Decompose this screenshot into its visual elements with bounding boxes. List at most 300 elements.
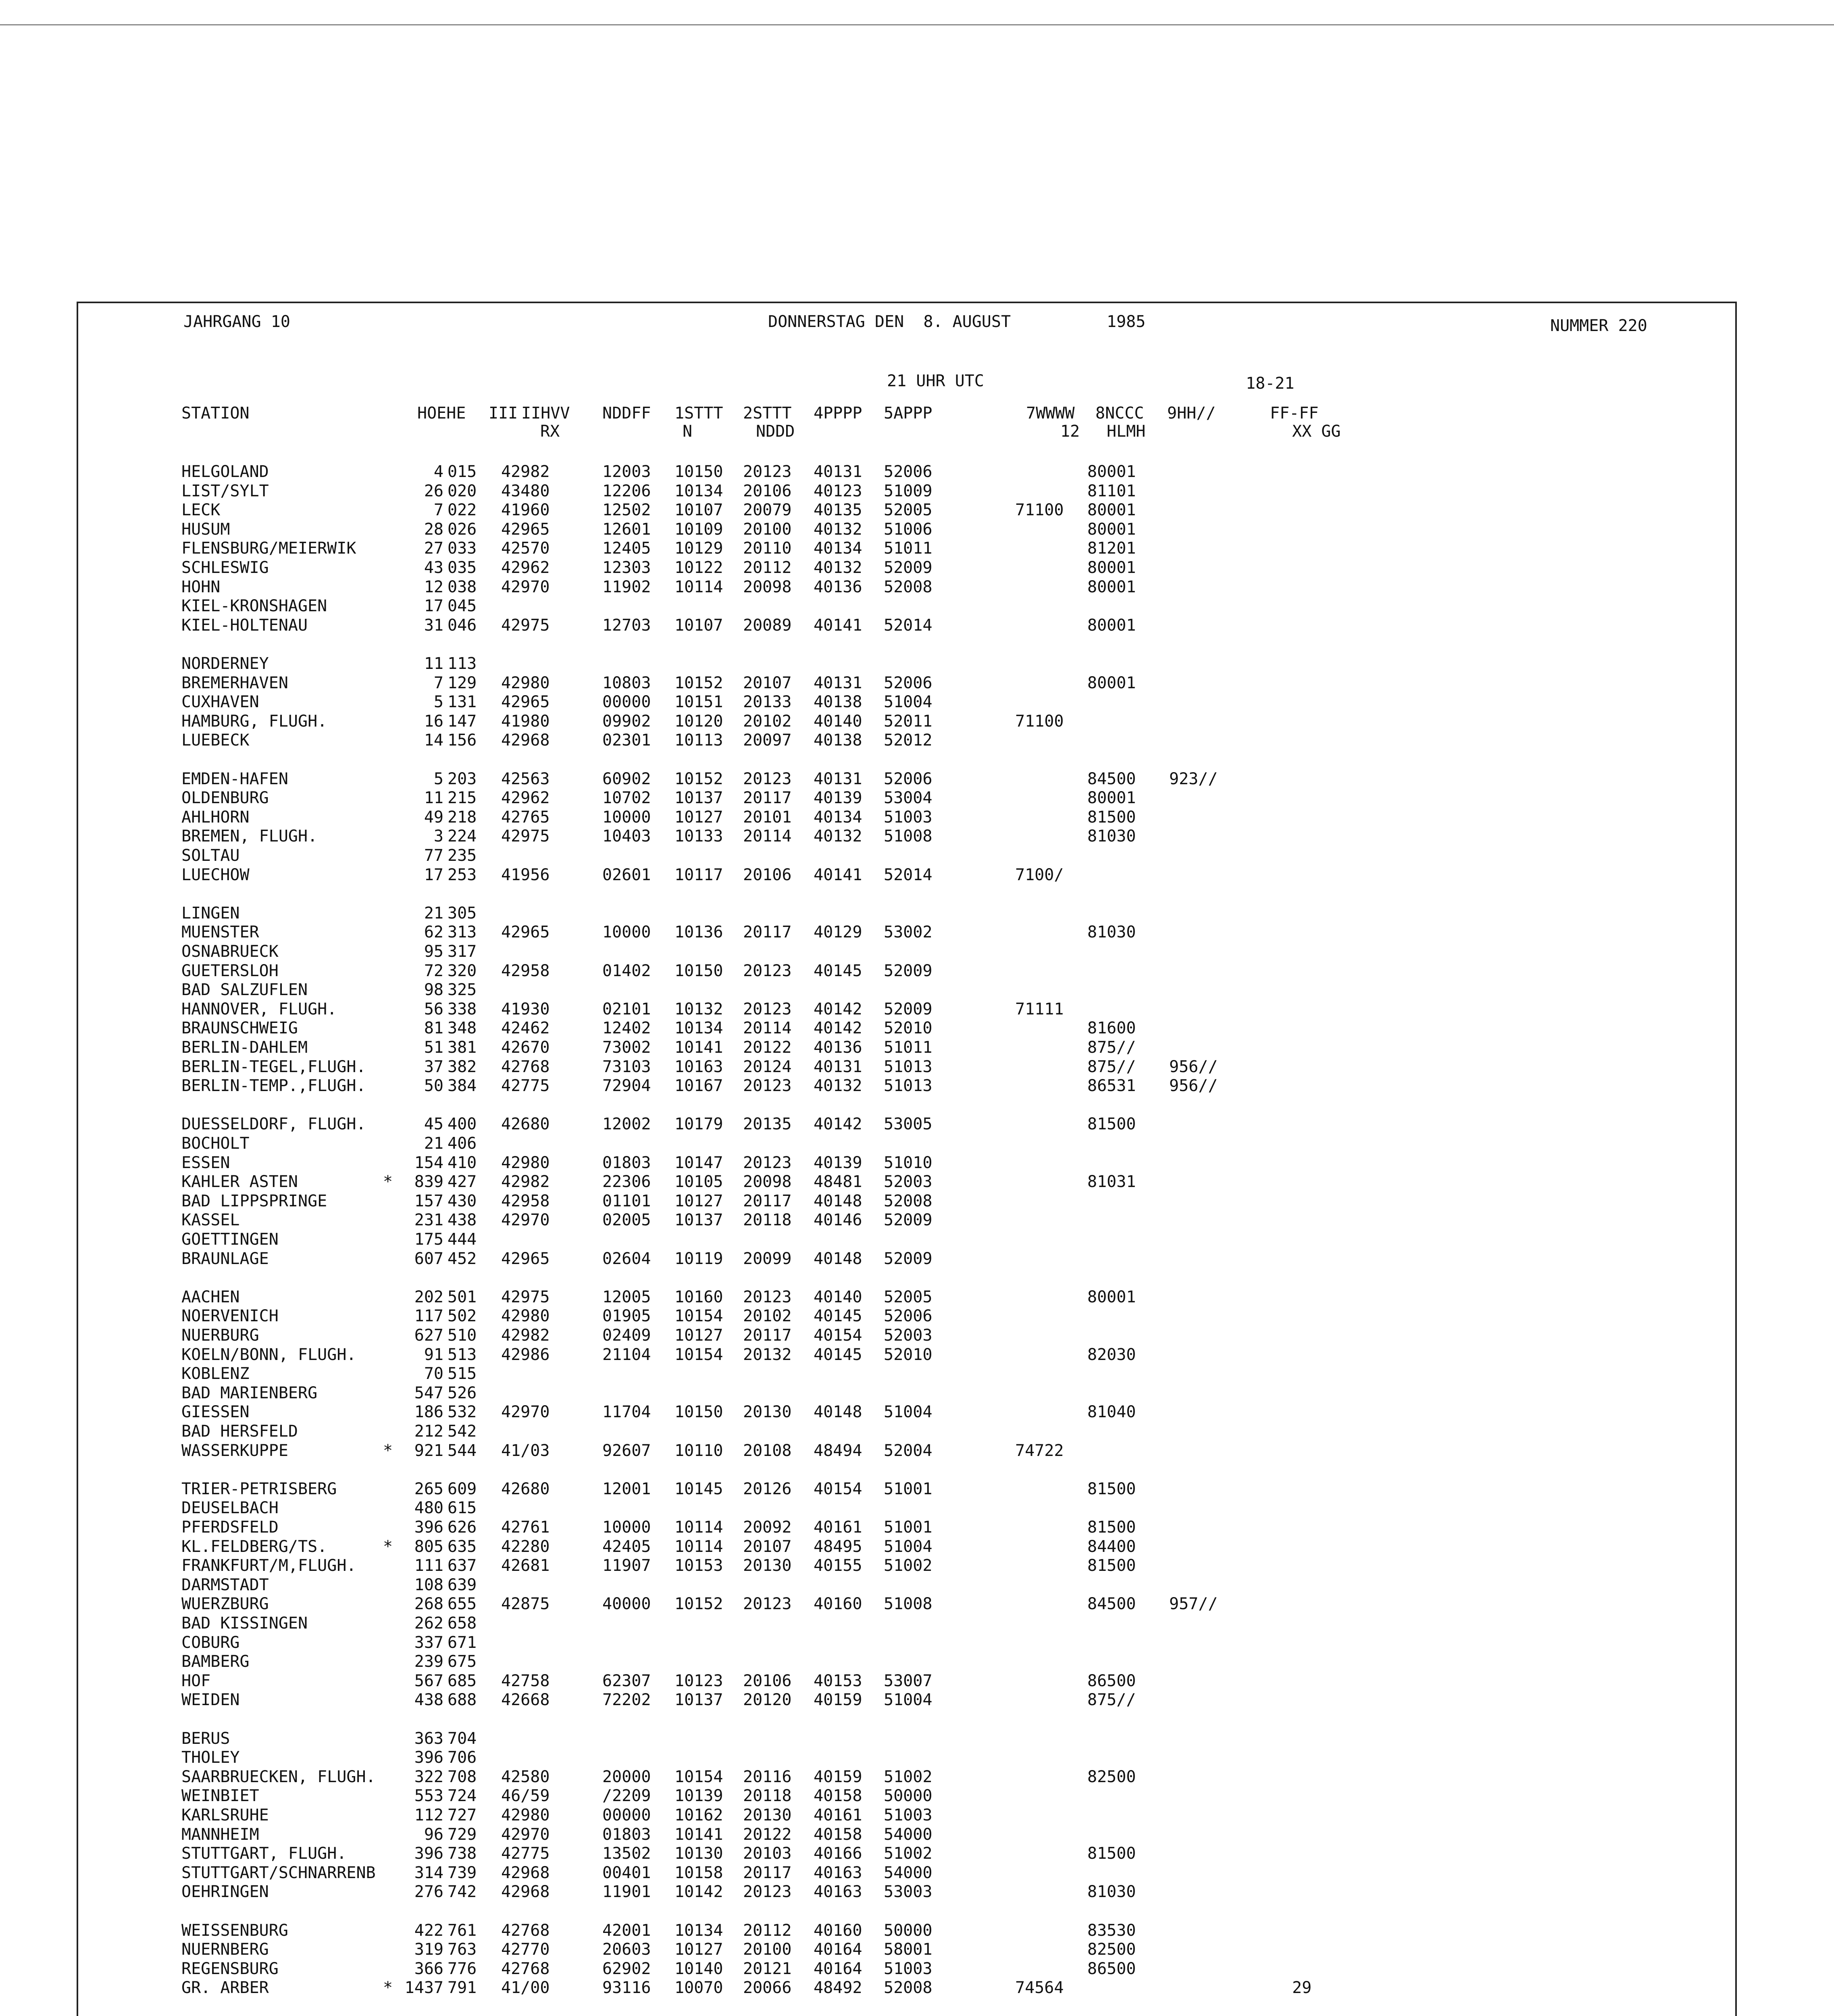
cell-h: 322: [414, 1768, 443, 1786]
cell-h: 567: [414, 1672, 443, 1690]
cell-name: CUXHAVEN: [181, 693, 259, 711]
cell-h: 11: [424, 654, 443, 673]
cell-h: 396: [414, 1748, 443, 1767]
cell-n: 81030: [1087, 923, 1136, 941]
cell-a: 52006: [884, 462, 933, 481]
cell-a: 51003: [884, 808, 933, 827]
cell-p: 40138: [814, 731, 862, 750]
cell-f: 12502: [602, 501, 651, 519]
cell-p: 40132: [814, 827, 862, 846]
cell-f: 02301: [602, 731, 651, 750]
cell-t1: 10132: [674, 1000, 723, 1018]
cell-p: 40145: [814, 1307, 862, 1325]
cell-t2: 20117: [743, 1864, 792, 1882]
cell-i: 313: [448, 923, 477, 941]
cell-t1: 10141: [674, 1038, 723, 1057]
cell-h: 7: [433, 501, 443, 519]
cell-f: 92607: [602, 1441, 651, 1460]
cell-a: 52006: [884, 674, 933, 692]
cell-f: 12001: [602, 1480, 651, 1498]
cell-v: 42580: [501, 1768, 550, 1786]
cell-name: HELGOLAND: [181, 462, 269, 481]
observation-time: 21 UHR UTC: [887, 372, 984, 390]
cell-t1: 10152: [674, 1595, 723, 1613]
cell-name: FRANKFURT/M,FLUGH.: [181, 1556, 356, 1575]
cell-t1: 10145: [674, 1480, 723, 1498]
cell-a: 52014: [884, 866, 933, 884]
cell-n: 81500: [1087, 1115, 1136, 1133]
cell-a: 51010: [884, 1154, 933, 1172]
cell-p: 40141: [814, 616, 862, 635]
cell-t1: 10147: [674, 1154, 723, 1172]
cell-t1: 10179: [674, 1115, 723, 1133]
cell-v: 42761: [501, 1518, 550, 1537]
cell-i: 706: [448, 1748, 477, 1767]
cell-t2: 20099: [743, 1250, 792, 1268]
cell-t1: 10136: [674, 923, 723, 941]
cell-t1: 10152: [674, 674, 723, 692]
cell-a: 51002: [884, 1556, 933, 1575]
cell-f: 02409: [602, 1326, 651, 1345]
cell-p: 40148: [814, 1192, 862, 1210]
cell-t1: 10134: [674, 1019, 723, 1037]
cell-name: BAD KISSINGEN: [181, 1614, 308, 1633]
cell-t1: 10134: [674, 1921, 723, 1940]
cell-t2: 20135: [743, 1115, 792, 1133]
cell-name: BREMEN, FLUGH.: [181, 827, 318, 846]
cell-t2: 20122: [743, 1038, 792, 1057]
cell-h: 175: [414, 1230, 443, 1249]
cell-p: 48494: [814, 1441, 862, 1460]
cell-p: 40166: [814, 1844, 862, 1863]
cell-i: 033: [448, 539, 477, 558]
cell-p: 40140: [814, 1288, 862, 1306]
cell-p: 40129: [814, 923, 862, 941]
cell-v: 42681: [501, 1556, 550, 1575]
cell-i: 739: [448, 1864, 477, 1882]
cell-a: 51013: [884, 1058, 933, 1076]
cell-a: 51002: [884, 1844, 933, 1863]
cell-name: LECK: [181, 501, 221, 519]
cell-n: 86531: [1087, 1077, 1136, 1095]
cell-a: 52009: [884, 558, 933, 577]
cell-f: 11901: [602, 1883, 651, 1901]
cell-t2: 20120: [743, 1691, 792, 1709]
cell-f: 01803: [602, 1154, 651, 1172]
cell-i: 544: [448, 1441, 477, 1460]
cell-name: BAD SALZUFLEN: [181, 981, 308, 999]
cell-name: HUSUM: [181, 520, 230, 539]
cell-h: 26: [424, 482, 443, 500]
cell-t1: 10163: [674, 1058, 723, 1076]
cell-t2: 20121: [743, 1960, 792, 1978]
cell-n: 80001: [1087, 578, 1136, 596]
cell-i: 022: [448, 501, 477, 519]
cell-name: LIST/SYLT: [181, 482, 269, 500]
cell-h: 7: [433, 674, 443, 692]
cell-t1: 10127: [674, 808, 723, 827]
cell-v: 42570: [501, 539, 550, 558]
cell-f: 73103: [602, 1058, 651, 1076]
cell-i: 038: [448, 578, 477, 596]
cell-i: 708: [448, 1768, 477, 1786]
cell-name: DARMSTADT: [181, 1576, 269, 1594]
cell-n: 81600: [1087, 1019, 1136, 1037]
cell-f: 01905: [602, 1307, 651, 1325]
cell-i: 203: [448, 770, 477, 788]
cell-h: 21: [424, 1134, 443, 1153]
cell-a: 52010: [884, 1345, 933, 1364]
cell-name: WASSERKUPPE: [181, 1441, 288, 1460]
cell-p: 40155: [814, 1556, 862, 1575]
cell-f: 02005: [602, 1211, 651, 1229]
cell-h: 81: [424, 1019, 443, 1037]
cell-t2: 20130: [743, 1806, 792, 1824]
cell-i: 688: [448, 1691, 477, 1709]
cell-i: 406: [448, 1134, 477, 1153]
cell-h: 43: [424, 558, 443, 577]
cell-i: 430: [448, 1192, 477, 1210]
cell-t2: 20107: [743, 1537, 792, 1556]
cell-t1: 10154: [674, 1307, 723, 1325]
cell-name: GOETTINGEN: [181, 1230, 279, 1249]
cell-v: 41980: [501, 712, 550, 731]
cell-h: 202: [414, 1288, 443, 1306]
cell-n: 82500: [1087, 1768, 1136, 1786]
col-header-2sttt: 2STTT: [743, 404, 792, 423]
cell-name: LINGEN: [181, 904, 240, 923]
cell-name: PFERDSFELD: [181, 1518, 279, 1537]
cell-h: 438: [414, 1691, 443, 1709]
cell-v: 42986: [501, 1345, 550, 1364]
cell-i: 026: [448, 520, 477, 539]
cell-n: 86500: [1087, 1672, 1136, 1690]
cell-h: 28: [424, 520, 443, 539]
cell-n: 83530: [1087, 1921, 1136, 1940]
cell-f: 42405: [602, 1537, 651, 1556]
cell-i: 020: [448, 482, 477, 500]
cell-f: 10403: [602, 827, 651, 846]
cell-h: 265: [414, 1480, 443, 1498]
cell-p: 40131: [814, 770, 862, 788]
cell-w: 71100: [1015, 501, 1064, 519]
cell-t2: 20117: [743, 1192, 792, 1210]
report-date: DONNERSTAG DEN 8. AUGUST: [768, 312, 1011, 331]
cell-i: 542: [448, 1422, 477, 1441]
cell-f: 00401: [602, 1864, 651, 1882]
cell-i: 724: [448, 1787, 477, 1805]
cell-name: AHLHORN: [181, 808, 250, 827]
cell-i: 609: [448, 1480, 477, 1498]
cell-t2: 20097: [743, 731, 792, 750]
cell-i: 444: [448, 1230, 477, 1249]
cell-name: KARLSRUHE: [181, 1806, 269, 1824]
cell-star: *: [383, 1537, 393, 1556]
cell-v: 42668: [501, 1691, 550, 1709]
cell-t1: 10114: [674, 1518, 723, 1537]
cell-f: 20000: [602, 1768, 651, 1786]
cell-a: 51004: [884, 1403, 933, 1421]
cell-a: 52005: [884, 501, 933, 519]
cell-name: REGENSBURG: [181, 1960, 279, 1978]
cell-h: 72: [424, 962, 443, 980]
cell-h: 5: [433, 693, 443, 711]
cell-n: 81040: [1087, 1403, 1136, 1421]
cell-i: 729: [448, 1825, 477, 1844]
cell-p: 40132: [814, 1077, 862, 1095]
cell-t2: 20108: [743, 1441, 792, 1460]
cell-name: GR. ARBER: [181, 1979, 269, 1997]
cell-n: 875//: [1087, 1691, 1136, 1709]
cell-v: 42775: [501, 1077, 550, 1095]
cell-t1: 10119: [674, 1250, 723, 1268]
cell-a: 52009: [884, 1211, 933, 1229]
cell-h: 212: [414, 1422, 443, 1441]
cell-name: HANNOVER, FLUGH.: [181, 1000, 337, 1018]
cell-p: 40160: [814, 1921, 862, 1940]
cell-h: 37: [424, 1058, 443, 1076]
top-rule: [0, 24, 1834, 25]
cell-f: 10803: [602, 674, 651, 692]
cell-t1: 10153: [674, 1556, 723, 1575]
cell-name: WEISSENBURG: [181, 1921, 288, 1940]
cell-t1: 10105: [674, 1173, 723, 1191]
cell-t2: 20106: [743, 482, 792, 500]
cell-n: 81030: [1087, 827, 1136, 846]
cell-n: 80001: [1087, 462, 1136, 481]
cell-a: 51008: [884, 827, 933, 846]
cell-name: GUETERSLOH: [181, 962, 279, 980]
cell-t2: 20123: [743, 1154, 792, 1172]
cell-name: GIESSEN: [181, 1403, 250, 1421]
cell-h: 262: [414, 1614, 443, 1633]
col-header-4pppp: 4PPPP: [814, 404, 862, 423]
cell-h: 14: [424, 731, 443, 750]
cell-h: 607: [414, 1250, 443, 1268]
cell-h: 337: [414, 1633, 443, 1652]
cell-t2: 20132: [743, 1345, 792, 1364]
cell-name: STUTTGART/SCHNARRENB: [181, 1864, 376, 1882]
cell-i: 045: [448, 597, 477, 615]
cell-f: 00000: [602, 693, 651, 711]
cell-i: 382: [448, 1058, 477, 1076]
cell-t1: 10127: [674, 1326, 723, 1345]
cell-name: HAMBURG, FLUGH.: [181, 712, 327, 731]
cell-a: 51008: [884, 1595, 933, 1613]
cell-name: KOELN/BONN, FLUGH.: [181, 1345, 356, 1364]
cell-v: 42462: [501, 1019, 550, 1037]
cell-name: OEHRINGEN: [181, 1883, 269, 1901]
cell-f: 12303: [602, 558, 651, 577]
cell-p: 40136: [814, 578, 862, 596]
cell-t2: 20117: [743, 1326, 792, 1345]
cell-h: 154: [414, 1154, 443, 1172]
cell-t1: 10107: [674, 501, 723, 519]
cell-name: HOHN: [181, 578, 221, 596]
cell-x: 956//: [1169, 1077, 1218, 1095]
cell-t2: 20117: [743, 789, 792, 807]
cell-t2: 20117: [743, 923, 792, 941]
cell-t1: 10154: [674, 1768, 723, 1786]
cell-t2: 20123: [743, 462, 792, 481]
cell-v: 42970: [501, 1211, 550, 1229]
cell-t2: 20118: [743, 1211, 792, 1229]
cell-h: 4: [433, 462, 443, 481]
cell-p: 48495: [814, 1537, 862, 1556]
cell-i: 791: [448, 1979, 477, 1997]
cell-a: 50000: [884, 1921, 933, 1940]
cell-t2: 20123: [743, 1883, 792, 1901]
cell-p: 40134: [814, 808, 862, 827]
cell-i: 637: [448, 1556, 477, 1575]
cell-t1: 10122: [674, 558, 723, 577]
cell-a: 52003: [884, 1326, 933, 1345]
cell-h: 921: [414, 1441, 443, 1460]
cell-name: WEIDEN: [181, 1691, 240, 1709]
cell-p: 40140: [814, 712, 862, 731]
cell-name: STUTTGART, FLUGH.: [181, 1844, 347, 1863]
col-header-ff-sub: XX GG: [1292, 422, 1341, 441]
cell-t2: 20112: [743, 558, 792, 577]
cell-x: 923//: [1169, 770, 1218, 788]
cell-f: 10000: [602, 1518, 651, 1537]
cell-p: 40141: [814, 866, 862, 884]
cell-name: OLDENBURG: [181, 789, 269, 807]
cell-f: 13502: [602, 1844, 651, 1863]
observation-period: 18-21: [1246, 374, 1295, 393]
cell-p: 40148: [814, 1250, 862, 1268]
cell-name: THOLEY: [181, 1748, 240, 1767]
cell-i: 381: [448, 1038, 477, 1057]
cell-a: 52009: [884, 962, 933, 980]
cell-t1: 10141: [674, 1825, 723, 1844]
cell-h: 17: [424, 866, 443, 884]
cell-name: WEINBIET: [181, 1787, 259, 1805]
cell-t2: 20123: [743, 770, 792, 788]
col-header-iihvv-sub: RX: [540, 422, 560, 441]
cell-t2: 20110: [743, 539, 792, 558]
cell-t2: 20130: [743, 1403, 792, 1421]
cell-a: 51003: [884, 1806, 933, 1824]
cell-t1: 10137: [674, 789, 723, 807]
cell-a: 51004: [884, 693, 933, 711]
cell-t1: 10114: [674, 1537, 723, 1556]
cell-v: 42970: [501, 1825, 550, 1844]
cell-n: 81500: [1087, 1480, 1136, 1498]
cell-h: 17: [424, 597, 443, 615]
col-header-8nccc: 8NCCC: [1095, 404, 1144, 423]
cell-h: 50: [424, 1077, 443, 1095]
cell-i: 129: [448, 674, 477, 692]
cell-h: 111: [414, 1556, 443, 1575]
cell-p: 40148: [814, 1403, 862, 1421]
cell-t1: 10150: [674, 962, 723, 980]
col-header-7wwww: 7WWWW: [1026, 404, 1075, 423]
cell-p: 40164: [814, 1960, 862, 1978]
cell-f: 12405: [602, 539, 651, 558]
cell-i: 502: [448, 1307, 477, 1325]
cell-t2: 20122: [743, 1825, 792, 1844]
cell-i: 384: [448, 1077, 477, 1095]
col-header-2sttt-sub: NDDD: [756, 422, 795, 441]
cell-v: 42775: [501, 1844, 550, 1863]
cell-name: BRAUNLAGE: [181, 1250, 269, 1268]
cell-h: 627: [414, 1326, 443, 1345]
cell-v: 42768: [501, 1921, 550, 1940]
cell-p: 40142: [814, 1000, 862, 1018]
cell-p: 40142: [814, 1115, 862, 1133]
cell-v: 42980: [501, 1806, 550, 1824]
cell-n: 80001: [1087, 558, 1136, 577]
cell-v: 42768: [501, 1960, 550, 1978]
cell-i: 742: [448, 1883, 477, 1901]
cell-v: 42970: [501, 578, 550, 596]
cell-f: 12601: [602, 520, 651, 539]
cell-v: 46/59: [501, 1787, 550, 1805]
cell-i: 035: [448, 558, 477, 577]
cell-name: BERLIN-TEGEL,FLUGH.: [181, 1058, 366, 1076]
cell-n: 81101: [1087, 482, 1136, 500]
cell-f: 73002: [602, 1038, 651, 1057]
cell-p: 40159: [814, 1768, 862, 1786]
cell-name: SCHLESWIG: [181, 558, 269, 577]
cell-f: 40000: [602, 1595, 651, 1613]
cell-w: 71111: [1015, 1000, 1064, 1018]
cell-a: 58001: [884, 1940, 933, 1959]
cell-v: 42965: [501, 693, 550, 711]
cell-t1: 10158: [674, 1864, 723, 1882]
cell-h: 27: [424, 539, 443, 558]
cell-a: 52006: [884, 1307, 933, 1325]
col-header-7wwww-sub: 12: [1060, 422, 1080, 441]
cell-v: 42280: [501, 1537, 550, 1556]
cell-name: SOLTAU: [181, 846, 240, 865]
cell-a: 52008: [884, 1979, 933, 1997]
cell-i: 532: [448, 1403, 477, 1421]
cell-p: 40160: [814, 1595, 862, 1613]
cell-a: 51006: [884, 520, 933, 539]
cell-i: 776: [448, 1960, 477, 1978]
cell-p: 40161: [814, 1806, 862, 1824]
cell-f: 12005: [602, 1288, 651, 1306]
col-header-5appp: 5APPP: [884, 404, 933, 423]
cell-a: 51001: [884, 1480, 933, 1498]
cell-name: DUESSELDORF, FLUGH.: [181, 1115, 366, 1133]
cell-v: 43480: [501, 482, 550, 500]
cell-f: 12402: [602, 1019, 651, 1037]
cell-a: 52010: [884, 1019, 933, 1037]
cell-t2: 20066: [743, 1979, 792, 1997]
cell-t1: 10127: [674, 1940, 723, 1959]
cell-n: 80001: [1087, 501, 1136, 519]
cell-t2: 20107: [743, 674, 792, 692]
cell-w: 71100: [1015, 712, 1064, 731]
cell-n: 81201: [1087, 539, 1136, 558]
cell-t1: 10162: [674, 1806, 723, 1824]
cell-i: 626: [448, 1518, 477, 1537]
cell-n: 82500: [1087, 1940, 1136, 1959]
cell-h: 422: [414, 1921, 443, 1940]
col-header-nddff: NDDFF: [602, 404, 651, 423]
cell-v: 41/00: [501, 1979, 550, 1997]
cell-f: 12003: [602, 462, 651, 481]
cell-f: /2209: [602, 1787, 651, 1805]
cell-i: 438: [448, 1211, 477, 1229]
cell-a: 51004: [884, 1691, 933, 1709]
cell-v: 42982: [501, 462, 550, 481]
cell-i: 253: [448, 866, 477, 884]
cell-f: 11907: [602, 1556, 651, 1575]
